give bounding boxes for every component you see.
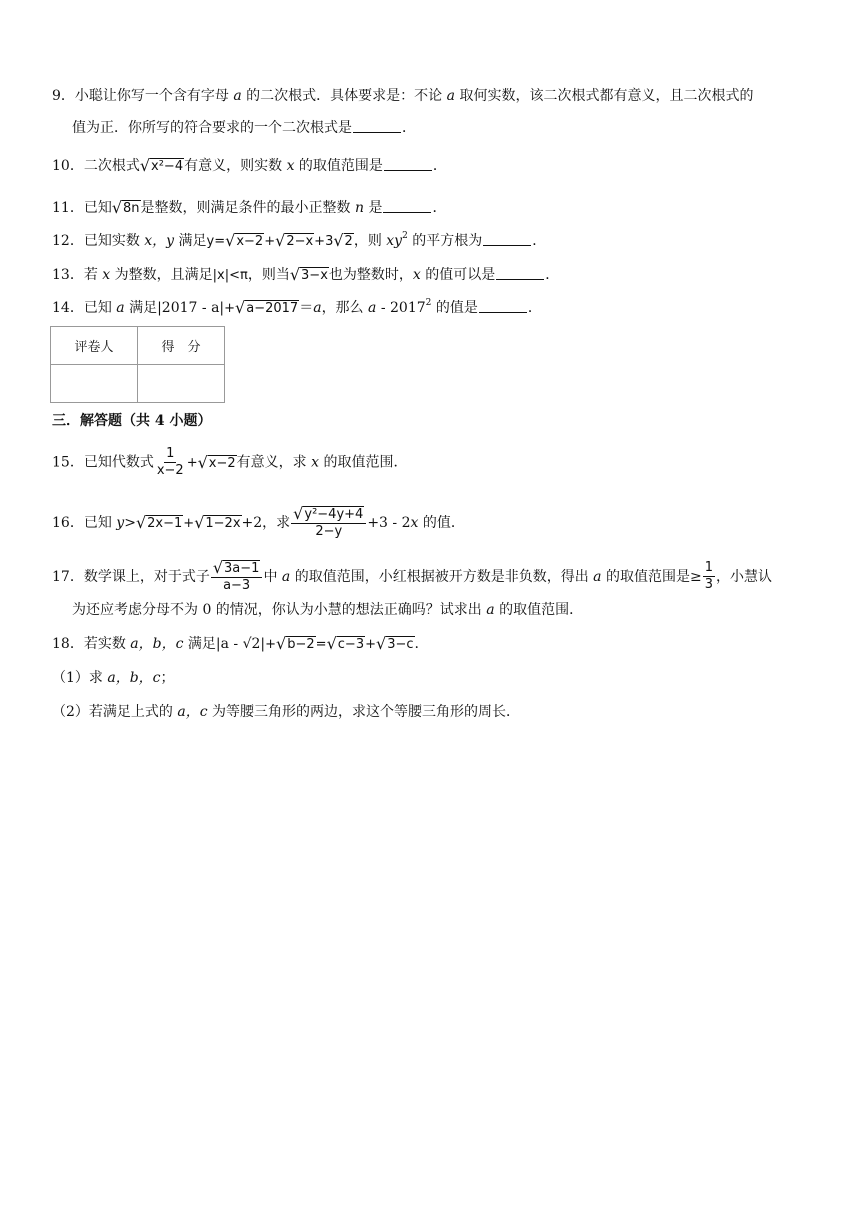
sqrt-expression: √ b−2	[276, 634, 315, 653]
section-heading: 三．解答题（共 4 小题）	[52, 413, 212, 429]
score-table	[50, 326, 225, 403]
reviewer-header: 评卷人	[51, 327, 138, 365]
question-13: 13．若 x 为整数，且满足|x|<π，则当 √ 3−x 也为整数时，x 的值可以是 ．	[52, 265, 560, 284]
answer-blank[interactable]	[353, 118, 401, 133]
question-12: 12．已知实数 x，y 满足y= √ x−2 + √ 2−x +3 √ 2 ，则 $xy^2$ 的平方根为 ．	[52, 231, 547, 250]
question-18-part2: （2）若满足上式的 a，c 为等腰三角形的两边，求这个等腰三角形的周长．	[52, 704, 520, 720]
answer-blank[interactable]	[479, 298, 527, 313]
question-9-cont: 值为正．你所写的符合要求的一个二次根式是 ．	[72, 120, 416, 136]
question-11: 11．已知 √ 8n 是整数，则满足条件的最小正整数 n 是 ．	[52, 198, 447, 217]
sqrt-expression: √ 3−x	[289, 265, 328, 284]
sqrt-expression: √ 1−2x	[194, 512, 241, 532]
answer-blank[interactable]	[384, 156, 432, 171]
sqrt-expression: √ 2	[333, 231, 353, 250]
fraction: √ 3a−1 a−3	[211, 560, 263, 594]
score-header: 得 分	[138, 327, 225, 365]
fraction-one-third: $\frac{1}{3}$	[704, 560, 713, 593]
q9-number: 9．	[52, 88, 75, 104]
sqrt-expression: √ 3−c	[376, 634, 414, 653]
sqrt-expression: √ x−2	[197, 452, 236, 472]
sqrt-expression: √ c−3	[326, 634, 365, 653]
question-18-part1: （1）求 a，b，c；	[52, 670, 175, 686]
score-cell[interactable]	[138, 365, 225, 403]
sqrt-expression: √ a−2017	[235, 298, 299, 317]
reviewer-cell[interactable]	[51, 365, 138, 403]
sqrt-expression: √ 8n	[111, 198, 140, 217]
question-9: 9．小聪让你写一个含有字母 a 的二次根式．具体要求是：不论 a 取何实数，该二次根式都有意义，且二次根式的	[52, 88, 754, 104]
sqrt-expression: √ x²−4	[139, 156, 184, 175]
question-16: 16．已知 y> √ 2x−1 + √ 1−2x +2，求 √ y²−4y+4 2−y +3 - 2x 的值．	[52, 504, 465, 539]
fraction: √ y²−4y+4 2−y	[291, 506, 366, 540]
sqrt-expression: √ x−2	[225, 231, 264, 250]
question-17: 17．数学课上，对于式子 √ 3a−1 a−3 中 a 的取值范围，小红根据被开方数是非负数，得出 a 的取值范围是≥ $\frac{1}{3}$ ，小慧认	[52, 558, 772, 593]
fraction: $\frac{1}{x-2}$	[156, 446, 184, 478]
answer-blank[interactable]	[383, 198, 431, 213]
question-18: 18．若实数 a，b，c 满足|a - √2|+ √ b−2 = √ c−3 + √ 3−c .	[52, 634, 419, 653]
question-14: 14．已知 a 满足|2017 - a|+ √ a−2017 ＝a，那么 a - 2017$^2$ 的值是 ．	[52, 298, 542, 317]
question-17-cont: 为还应考虑分母不为 0 的情况，你认为小慧的想法正确吗？试求出 a 的取值范围．	[72, 602, 584, 618]
question-15: 15．已知代数式 $\frac{1}{x-2}$ + √ x−2 有意义，求 x 的取值范围．	[52, 446, 408, 478]
sqrt-expression: √ 2x−1	[135, 512, 183, 532]
sqrt-expression: √ 2−x	[275, 231, 314, 250]
answer-blank[interactable]	[496, 265, 544, 280]
question-10: 10．二次根式 √ x²−4 有意义，则实数 x 的取值范围是 ．	[52, 156, 447, 175]
answer-blank[interactable]	[483, 231, 531, 246]
